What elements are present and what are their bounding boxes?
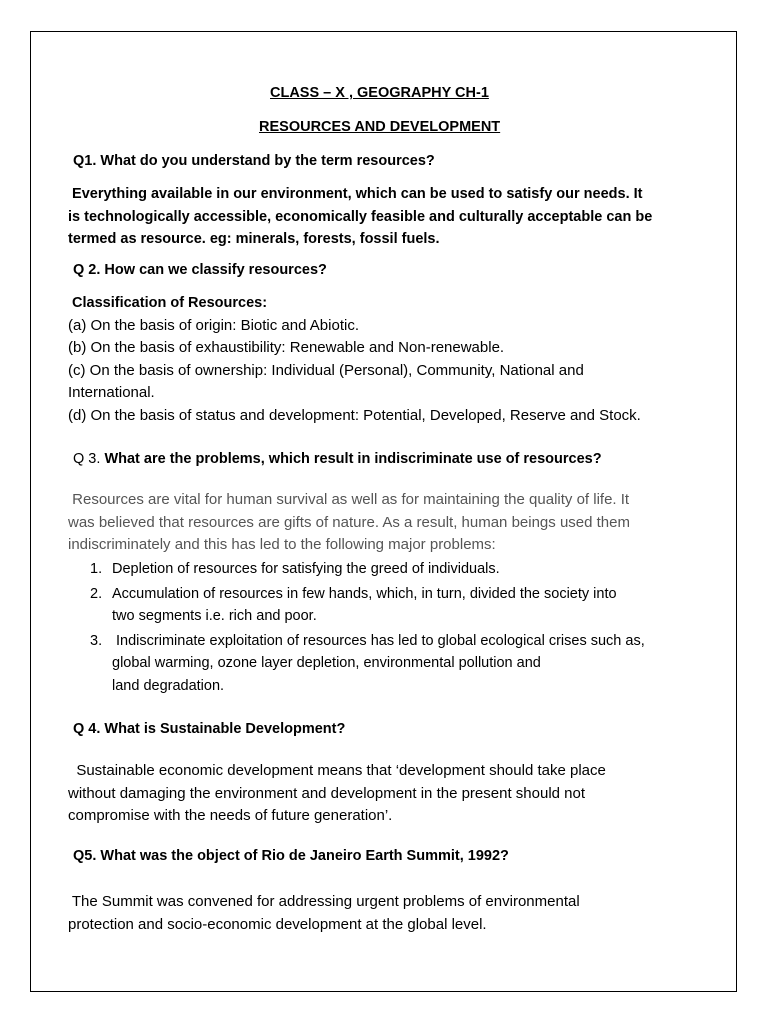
list-item: [90, 630, 645, 653]
q4-answer-line: Sustainable economic development means that ‘development should take place: [68, 762, 606, 779]
classification-line: International.: [68, 384, 155, 401]
list-item-continuation: two segments i.e. rich and poor.: [112, 608, 317, 624]
q3-intro-line: was believed that resources are gifts of nature. As a result, human beings used them: [68, 513, 630, 531]
q5-answer-line: The Summit was convened for addressing urgent problems of environmental: [68, 893, 580, 910]
q1-answer-line: Everything available in our environment, which can be used to satisfy our needs. It: [68, 186, 643, 202]
q1-answer-line: is technologically accessible, economically feasible and culturally acceptable can be: [68, 208, 653, 225]
class-heading: CLASS – X , GEOGRAPHY CH-1: [270, 85, 489, 101]
q3-intro-line: indiscriminately and this has led to the following major problems:: [68, 536, 496, 553]
q5-answer: [68, 891, 580, 936]
list-number: 1.: [90, 561, 103, 577]
q5-answer-line: protection and socio-economic development at the global level.: [68, 915, 487, 933]
list-number: 2.: [90, 585, 103, 602]
list-item-text: Indiscriminate exploitation of resources has led to global ecological crises such as,: [112, 632, 645, 649]
q4-answer: [68, 760, 606, 828]
classification-line: (c) On the basis of ownership: Individual (Personal), Community, National and: [68, 361, 584, 379]
list-item-continuation: global warming, ozone layer depletion, environmental pollution and: [112, 655, 541, 671]
list-item-text: Accumulation of resources in few hands, which, in turn, divided the society into: [112, 585, 617, 602]
q3-question-text: What are the problems, which result in indiscriminate use of resources?: [104, 451, 602, 467]
q3-list: [90, 558, 645, 697]
list-number: 3.: [90, 632, 103, 649]
q5-question: Q5. What was the object of Rio de Janeiro Earth Summit, 1992?: [73, 848, 509, 864]
chapter-title: RESOURCES AND DEVELOPMENT: [259, 119, 501, 135]
q3-prefix: Q 3.: [73, 451, 101, 467]
classification-heading: Classification of Resources:: [68, 295, 268, 311]
q1-answer: [68, 183, 652, 251]
q2-question: Q 2. How can we classify resources?: [73, 262, 327, 278]
list-item-continuation: land degradation.: [112, 677, 225, 694]
list-item-text: Depletion of resources for satisfying the greed of individuals.: [112, 561, 500, 577]
classification-line: (d) On the basis of status and development: Potential, Developed, Reserve and Stock.: [68, 406, 641, 424]
q4-question: Q 4. What is Sustainable Development?: [73, 721, 346, 737]
q4-answer-line: compromise with the needs of future generation’.: [68, 807, 393, 824]
list-item: [90, 558, 645, 581]
list-item: [90, 583, 645, 606]
q3-intro: [68, 489, 630, 557]
q4-answer-line: without damaging the environment and development in the present should not: [68, 784, 586, 802]
classification-line: (b) On the basis of exhaustibility: Renewable and Non-renewable.: [68, 339, 505, 356]
q2-answer: [68, 292, 641, 427]
q3-intro-line: Resources are vital for human survival as well as for maintaining the quality of life. It: [68, 491, 630, 508]
classification-line: (a) On the basis of origin: Biotic and Abiotic.: [68, 316, 359, 334]
q3-question: [73, 451, 602, 467]
q1-question: Q1. What do you understand by the term resources?: [73, 153, 435, 169]
q1-answer-line: termed as resource. eg: minerals, forests, fossil fuels.: [68, 231, 440, 247]
